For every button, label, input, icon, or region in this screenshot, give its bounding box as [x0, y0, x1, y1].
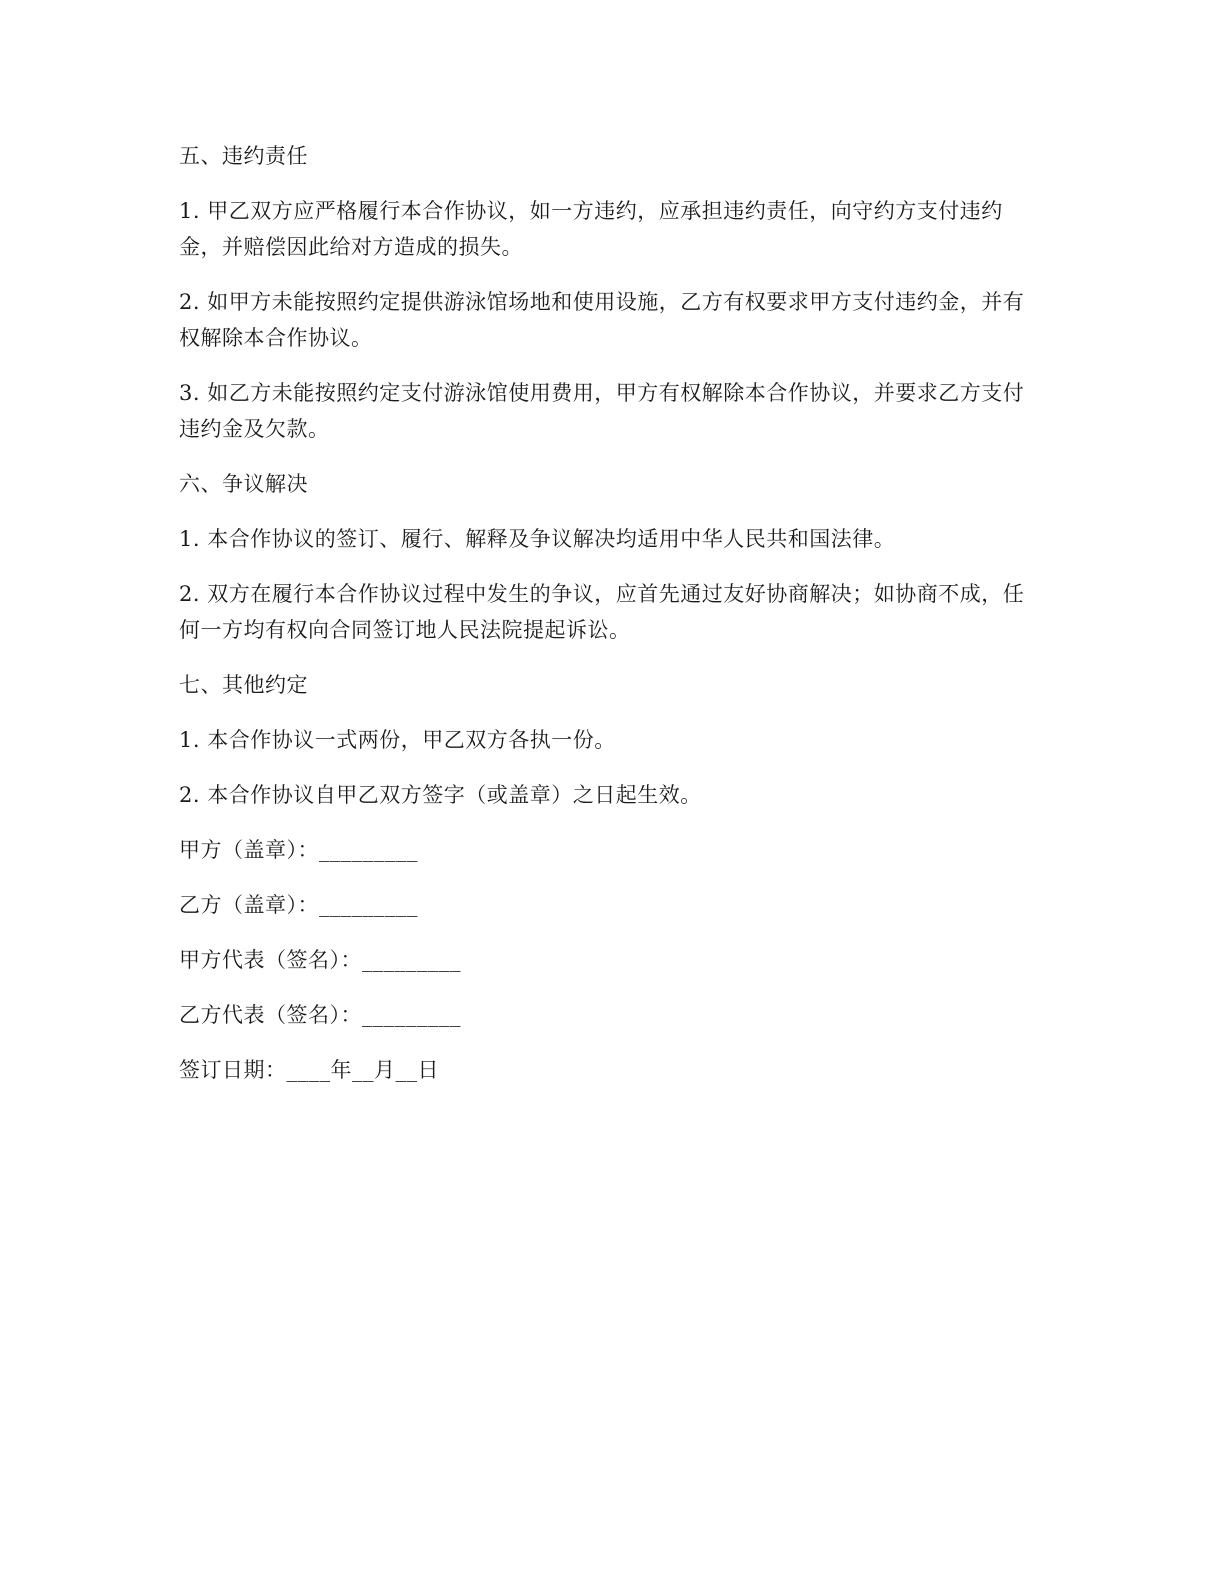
party-a-seal-line: 甲方（盖章）：_________ [179, 838, 418, 862]
section-heading-other: 七、其他约定 [179, 673, 308, 697]
party-b-rep-signature-line: 乙方代表（签名）：_________ [179, 1003, 461, 1027]
clause-dispute-2: 2. 双方在履行本合作协议过程中发生的争议，应首先通过友好协商解决；如协商不成，任何一方均有权向合同签订地人民法院提起诉讼。 [179, 582, 1025, 642]
section-heading-breach: 五、违约责任 [179, 144, 308, 168]
clause-breach-1: 1. 甲乙双方应严格履行本合作协议，如一方违约，应承担违约责任，向守约方支付违约金，并赔偿因此给对方造成的损失。 [179, 199, 1003, 259]
clause-breach-2: 2. 如甲方未能按照约定提供游泳馆场地和使用设施，乙方有权要求甲方支付违约金，并有权解除本合作协议。 [179, 290, 1025, 350]
clause-other-1: 1. 本合作协议一式两份，甲乙双方各执一份。 [179, 728, 616, 752]
party-a-rep-signature-line: 甲方代表（签名）：_________ [179, 948, 461, 972]
section-heading-dispute: 六、争议解决 [179, 472, 308, 496]
clause-breach-3: 3. 如乙方未能按照约定支付游泳馆使用费用，甲方有权解除本合作协议，并要求乙方支付违约金及欠款。 [179, 381, 1025, 441]
clause-other-2: 2. 本合作协议自甲乙双方签字（或盖章）之日起生效。 [179, 783, 702, 807]
party-b-seal-line: 乙方（盖章）：_________ [179, 893, 418, 917]
clause-dispute-1: 1. 本合作协议的签订、履行、解释及争议解决均适用中华人民共和国法律。 [179, 527, 896, 551]
sign-date-line: 签订日期：____年__月__日 [179, 1058, 439, 1082]
document-page [179, 138, 1025, 1107]
